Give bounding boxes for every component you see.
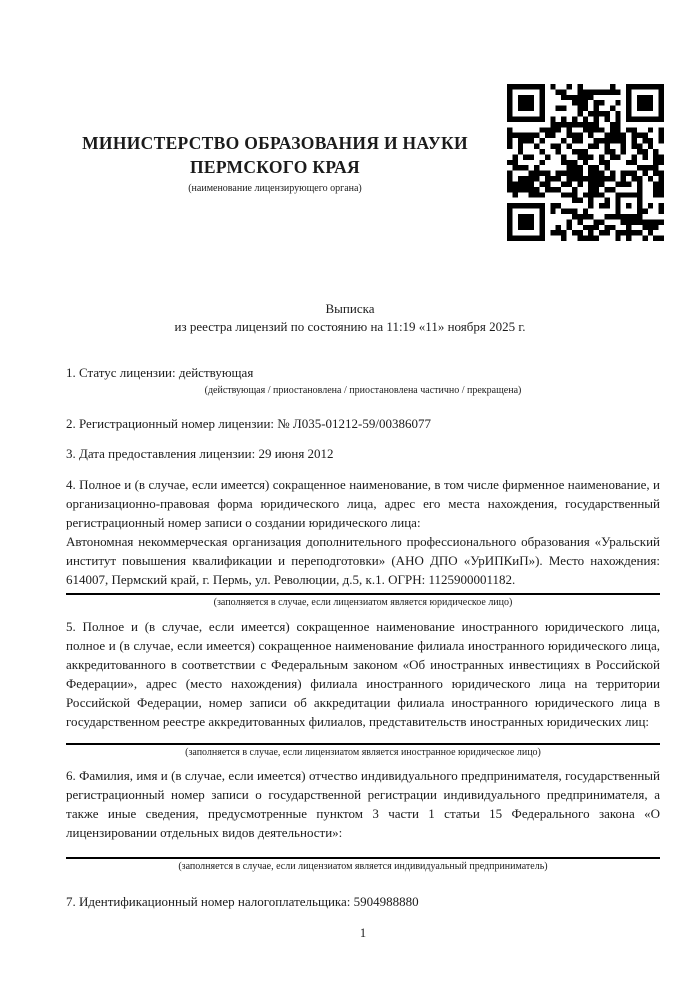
legal-entity-label: 4. Полное и (в случае, если имеется) сокращенное наименование, в том числе фирменное наименование, и организационно-правовая форма юридического лица, адрес его места нахождения, государственный регистрационный номер записи о создании юридического лица: bbox=[66, 477, 660, 530]
license-grant-date: 3. Дата предоставления лицензии: 29 июня 2012 bbox=[66, 446, 334, 461]
document-title bbox=[0, 300, 700, 336]
document-title-line2: из реестра лицензий по состоянию на 11:19 «11» ноября 2025 г. bbox=[174, 319, 526, 334]
ministry-name-line1: МИНИСТЕРСТВО ОБРАЗОВАНИЯ И НАУКИ bbox=[82, 133, 468, 153]
individual-entrepreneur-caption: (заполняется в случае, если лицензиатом является индивидуальный предприниматель) bbox=[178, 861, 548, 872]
license-registration-number: 2. Регистрационный номер лицензии: № Л035-01212-59/00386077 bbox=[66, 416, 432, 431]
document-body bbox=[66, 363, 660, 911]
page-number: 1 bbox=[359, 926, 367, 940]
license-status: 1. Статус лицензии: действующая bbox=[66, 365, 254, 380]
legal-entity-caption: (заполняется в случае, если лицензиатом является юридическое лицо) bbox=[213, 597, 513, 608]
legal-entity-section bbox=[66, 475, 660, 589]
ministry-header bbox=[40, 131, 510, 195]
individual-entrepreneur-divider-line bbox=[66, 857, 660, 859]
taxpayer-id: 7. Идентификационный номер налогоплательщика: 5904988880 bbox=[66, 894, 419, 909]
ministry-name-line2: ПЕРМСКОГО КРАЯ bbox=[190, 157, 360, 177]
license-status-caption: (действующая / приостановлена / приостановлена частично / прекращена) bbox=[204, 385, 522, 396]
legal-entity-value: Автономная некоммерческая организация дополнительного профессионального образования «Уральский институт повышения квалификации и переподготовки» (АНО ДПО «УрИПКиП»). Место нахождения: 614007, Пермский край, г. Пермь, ул. Революции, д.5, к.1. ОГРН: 1125900001182. bbox=[66, 534, 660, 587]
foreign-entity-label: 5. Полное и (в случае, если имеется) сокращенное наименование иностранного юридического лица, полное и (в случае, если имеется) сокращенное наименование филиала иностранного юридического лица, аккредитованного в соответствии с Федеральным законом «Об иностранных инвестициях в Российской Федерации», адрес (место нахождения) филиала иностранного юридического лица на территории Российской Федерации, номер записи об аккредитации филиала иностранного юридического лица в государственном реестре аккредитованных филиалов, представительств иностранных юридических лиц: bbox=[66, 619, 660, 729]
foreign-entity-caption: (заполняется в случае, если лицензиатом является иностранное юридическое лицо) bbox=[185, 747, 541, 758]
licensing-authority-caption: (наименование лицензирующего органа) bbox=[188, 183, 362, 194]
qr-code bbox=[507, 84, 664, 241]
foreign-entity-divider-line bbox=[66, 743, 660, 745]
legal-entity-divider-line bbox=[66, 593, 660, 595]
document-title-line1: Выписка bbox=[325, 301, 375, 316]
individual-entrepreneur-label: 6. Фамилия, имя и (в случае, если имеется) отчество индивидуального предпринимателя, государственный регистрационный номер записи о государственной регистрации индивидуального предпринимателя, а также иные сведения, предусмотренные пунктом 3 части 1 статьи 15 Федерального закона «О лицензировании отдельных видов деятельности»: bbox=[66, 768, 660, 840]
